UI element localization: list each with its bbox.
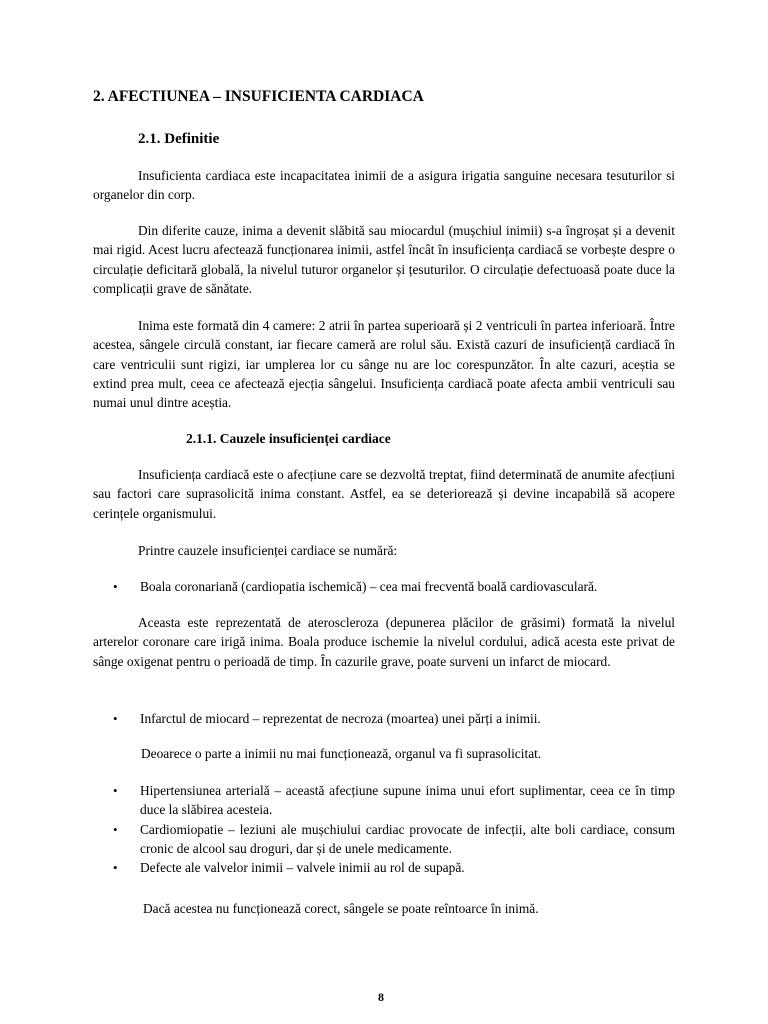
bullet-icon: • <box>113 821 118 837</box>
list-item-text: Hipertensiunea arterială – această afecțiune supune inima unui efort suplimentar, ceea ce în timp duce la slăbirea acesteia. <box>140 783 675 818</box>
list-item-hipertensiune <box>93 781 675 820</box>
bullet-icon: • <box>113 579 118 594</box>
bullet-list-coronariana <box>93 577 675 596</box>
subsection-heading-definitie: 2.1. Definitie <box>138 131 220 147</box>
bullet-icon: • <box>113 783 118 798</box>
list-item-text: Infarctul de miocard – reprezentat de necroza (moartea) unei părți a inimii. <box>140 711 541 726</box>
subsubsection-heading-cauzele: 2.1.1. Cauzele insuficienței cardiace <box>186 431 391 446</box>
list-item-text: Defecte ale valvelor inimii – valvele inimii au rol de supapă. <box>140 860 465 876</box>
paragraph-definitie: Insuficienta cardiaca este incapacitatea inimii de a asigura irigatia sanguine necesara tesuturilor si organelor din corp. <box>93 168 675 203</box>
page-number: 8 <box>378 990 384 1004</box>
list-item-cardiomiopatie <box>93 820 675 859</box>
bullet-list-cauze <box>93 781 675 877</box>
section-heading: 2. AFECTIUNEA – INSUFICIENTA CARDIACA <box>93 88 424 105</box>
list-item-valve <box>93 858 675 877</box>
paragraph-afectiune: Insuficiența cardiacă este o afecțiune care se dezvoltă treptat, fiind determinată de anumite afecțiuni sau factori care suprasolicită inima constant. Astfel, ea se deteriorează și devine incapabilă să acopere cerințele organismului. <box>93 467 675 521</box>
paragraph-diferite-cauze: Din diferite cauze, inima a devenit slăbită sau miocardul (mușchiul inimii) s-a îngroșat și a devenit mai rigid. Acest lucru afectează funcționarea inimii, astfel încât în insuficiența cardiacă se vorbește despre o circulație deficitară globală, la nivelul tuturor organelor și țesuturilor. O circulație defectuoasă poate duce la complicații grave de sănătate. <box>93 223 675 296</box>
list-item-coronariana <box>93 577 675 596</box>
list-item-infarct <box>93 709 675 728</box>
paragraph-ateroscleroza: Aceasta este reprezentată de ateroscleroza (depunerea plăcilor de grăsimi) formată la nivelul arterelor coronare care irigă inima. Boala produce ischemie la nivelul cordului, adică acesta este privat de sânge oxigenat pentru o perioadă de timp. În cazurile grave, poate surveni un infarct de miocard. <box>93 615 675 669</box>
bullet-icon: • <box>113 711 118 726</box>
paragraph-deoarece: Deoarece o parte a inimii nu mai funcționează, organul va fi suprasolicitat. <box>141 746 542 761</box>
paragraph-printre-cauze: Printre cauzele insuficienței cardiace se numără: <box>138 543 398 558</box>
list-item-text: Cardiomiopatie – leziuni ale mușchiului cardiac provocate de infecții, alte boli cardiace, consum cronic de alcool sau droguri, dar și de unele medicamente. <box>140 821 675 856</box>
paragraph-camere-inima: Inima este formată din 4 camere: 2 atrii în partea superioară și 2 ventriculi în partea inferioară. Între acestea, sângele circulă constant, iar fiecare cameră are rolul său. Există cazuri de insuficiență cardiacă în care ventriculii sunt rigizi, iar umplerea lor cu sânge nu are loc corespunzător. În alte cazuri, aceștia se extind prea mult, ceea ce afectează ejecția sângelui. Insuficiența cardiacă poate afecta ambii ventriculi sau numai unul dintre aceștia. <box>93 318 675 411</box>
bullet-icon: • <box>113 860 118 876</box>
bullet-list-infarct <box>93 709 675 728</box>
paragraph-daca: Dacă acestea nu funcționează corect, sângele se poate reîntoarce în inimă. <box>143 901 539 916</box>
list-item-text: Boala coronariană (cardiopatia ischemică) – cea mai frecventă boală cardiovasculară. <box>140 579 598 594</box>
